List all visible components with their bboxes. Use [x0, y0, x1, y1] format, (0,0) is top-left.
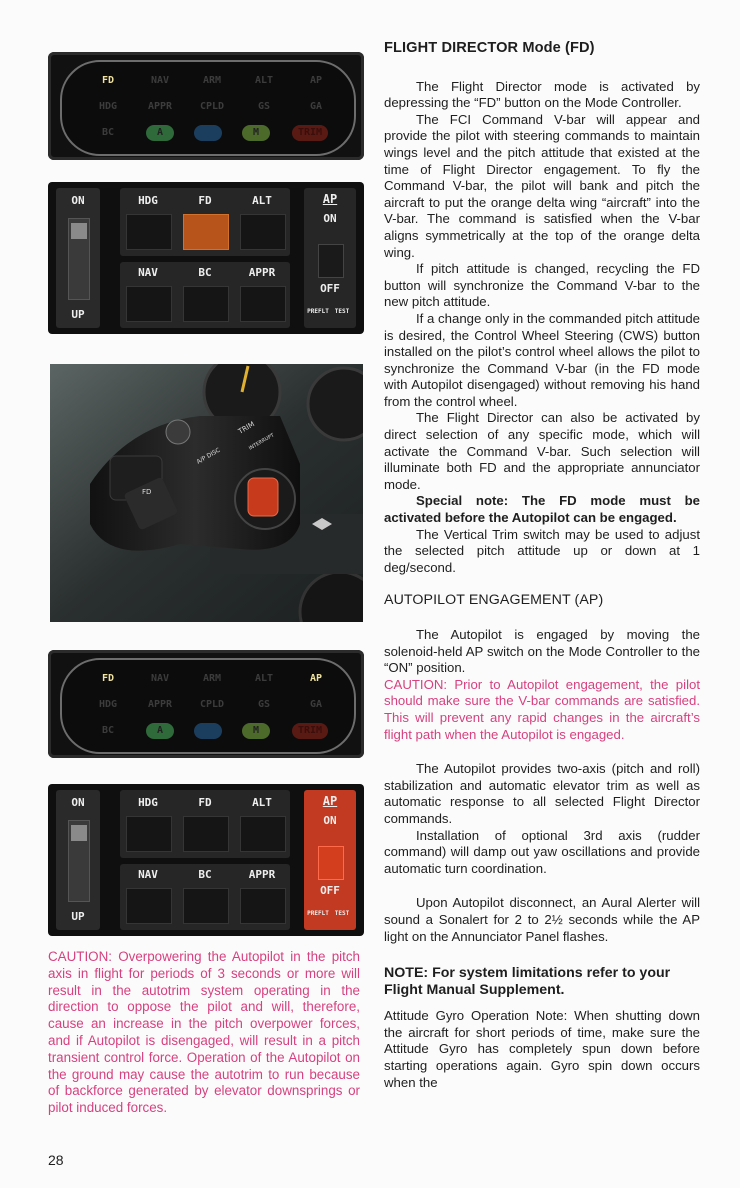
annun-arm: ARM [202, 673, 222, 684]
ap-switch-box [304, 188, 356, 328]
fd-paragraph: The Flight Director can also be activated by direct selection of any specific mode, which will activate the Command V-bar. Such selection will illuminate both FD and the appropriate annunciator mode. [384, 410, 700, 492]
annun-fd: FD [101, 673, 115, 684]
ap-disc-button-icon [166, 420, 190, 444]
bc-label: BC [198, 868, 212, 881]
annunciator-frame [60, 658, 356, 754]
note-body: Attitude Gyro Operation Note: When shutting down the aircraft for short periods of time, make sure the Attitude Gyro has completely spun down before starting operations again. Gyro spin down occurs when the [384, 1008, 700, 1090]
annun-blank [194, 723, 222, 739]
appr-label: APPR [248, 266, 276, 279]
button-group-row2 [120, 864, 290, 930]
annun-cpld: CPLD [199, 101, 225, 112]
annunciator-panel-bottom [48, 650, 364, 758]
ap-paragraph: The Autopilot is engaged by moving the solenoid-held AP switch on the Mode Controller to the “ON” position. [384, 627, 700, 676]
alt-button[interactable] [240, 214, 286, 250]
annun-nav: NAV [150, 673, 170, 684]
fd-button[interactable] [183, 214, 229, 250]
hdg-label: HDG [138, 796, 158, 809]
switch-on-label: ON [71, 194, 85, 207]
power-switch[interactable] [68, 820, 90, 902]
alt-label: ALT [252, 194, 272, 207]
ap-on-label: ON [323, 212, 337, 225]
test-label: TEST [334, 910, 350, 917]
ap-switch[interactable] [318, 846, 344, 880]
button-group-row1 [120, 790, 290, 858]
photo-trim-label: TRIM [237, 420, 256, 436]
annun-a: A [146, 723, 174, 739]
ap-on-label: ON [323, 814, 337, 827]
ap-switch-box [304, 790, 356, 930]
ap-heading: AUTOPILOT ENGAGEMENT (AP) [384, 592, 604, 609]
button-group-row2 [120, 262, 290, 328]
control-wheel-photo [50, 364, 363, 622]
preflt-label: PREFLT [307, 308, 329, 315]
annun-hdg: HDG [98, 699, 118, 710]
caution-overpower: CAUTION: Overpowering the Autopilot in the pitch axis in flight for periods of 3 seconds or more will result in the autotrim system operating in the direction to oppose the pilot and will, therefore, cause an increase in the pitch overpower forces, and if Autopilot is disengaged, will result in a pitch transient control force. Operation of the Autopilot on the ground may cause the autotrim to run because of backforce generated by elevator downsprings or pilot induced forces. [48, 949, 360, 1116]
ap-label: AP [322, 192, 338, 206]
hdg-label: HDG [138, 194, 158, 207]
fd-paragraph: If pitch attitude is changed, recycling the FD button will synchronize the Command V-bar to the new pitch attitude. [384, 261, 700, 310]
control-wheel-illustration [50, 364, 363, 622]
annunciator-panel-top [48, 52, 364, 160]
nav-label: NAV [138, 266, 158, 279]
photo-ap-label: A/P DISC [195, 446, 222, 466]
switch-up-label: UP [71, 308, 85, 321]
alt-button[interactable] [240, 816, 286, 852]
ap-label: AP [322, 794, 338, 808]
annun-hdg: HDG [98, 101, 118, 112]
annunciator-frame [60, 60, 356, 156]
annun-appr: APPR [147, 101, 173, 112]
annun-gs: GS [257, 699, 271, 710]
annun-nav: NAV [150, 75, 170, 86]
ap-off-label: OFF [320, 884, 340, 897]
ap-switch[interactable] [318, 244, 344, 278]
bc-button[interactable] [183, 286, 229, 322]
fd-label: FD [198, 796, 212, 809]
fd-paragraph: The FCI Command V-bar will appear and provide the pilot with steering commands to maintain wings level and the pitch attitude that existed at the time of Flight Director engagement. To fly the Command V-bar, the pilot will bank and pitch the aircraft to put the orange delta wing “aircraft” into the V-bar. The command is satisfied when the V-bar aligns symmetrically at the top of the orange delta wing. [384, 111, 700, 260]
text-column [384, 40, 700, 1091]
ap-paragraph: The Autopilot provides two-axis (pitch and roll) stabilization and automatic elevator trim as well as automatic response to all selected Flight Director commands. [384, 761, 700, 826]
hdg-button[interactable] [126, 214, 172, 250]
fd-heading: FLIGHT DIRECTOR Mode (FD) [384, 40, 595, 56]
annun-ga: GA [309, 101, 323, 112]
annun-gs: GS [257, 101, 271, 112]
appr-button[interactable] [240, 888, 286, 924]
fd-button[interactable] [183, 816, 229, 852]
ap-off-label: OFF [320, 282, 340, 295]
fd-label: FD [198, 194, 212, 207]
preflt-label: PREFLT [307, 910, 329, 917]
hdg-button[interactable] [126, 816, 172, 852]
switch-up-label: UP [71, 910, 85, 923]
annun-appr: APPR [147, 699, 173, 710]
switch-on-label: ON [71, 796, 85, 809]
annun-ap: AP [309, 75, 323, 86]
annun-ga: GA [309, 699, 323, 710]
test-label: TEST [334, 308, 350, 315]
fd-special-note: Special note: The FD mode must be activated before the Autopilot can be engaged. [384, 493, 700, 526]
ap-paragraph: Installation of optional 3rd axis (rudder command) will damp out yaw oscillations and provide automatic turn coordination. [384, 827, 700, 876]
caution-ap-engagement: CAUTION: Prior to Autopilot engagement, the pilot should make sure the V-bar commands are satisfied. This will prevent any rapid changes in the aircraft’s flight path when the Autopilot is engaged. [384, 676, 700, 742]
bc-button[interactable] [183, 888, 229, 924]
annun-fd: FD [101, 75, 115, 86]
nav-label: NAV [138, 868, 158, 881]
button-group-row1 [120, 188, 290, 256]
annun-m: M [242, 125, 270, 141]
fd-paragraph: If a change only in the commanded pitch attitude is desired, the Control Wheel Steering (CWS) button installed on the pilot’s control wheel allows the pilot to synchronize the Command V-bar (in the FD mode with Autopilot disengaged) without removing his hand from the control wheel. [384, 310, 700, 409]
annun-blank [194, 125, 222, 141]
fd-paragraph: The Vertical Trim switch may be used to adjust the selected pitch attitude up or down at 1 deg/second. [384, 526, 700, 575]
annun-trim: TRIM [292, 125, 328, 141]
photo-fd-label: FD [142, 488, 152, 496]
power-switch-box [56, 188, 100, 328]
ap-paragraph: Upon Autopilot disconnect, an Aural Alerter will sound a Sonalert for 2 to 2½ seconds while the AP light on the Annunciator Panel flashes. [384, 895, 700, 944]
power-switch[interactable] [68, 218, 90, 300]
annun-m: M [242, 723, 270, 739]
annun-trim: TRIM [292, 723, 328, 739]
page-number: 28 [48, 1152, 64, 1168]
annun-arm: ARM [202, 75, 222, 86]
appr-button[interactable] [240, 286, 286, 322]
mode-controller-bottom [48, 784, 364, 936]
bc-label: BC [198, 266, 212, 279]
note-heading: NOTE: For system limitations refer to your Flight Manual Supplement. [384, 965, 671, 998]
appr-label: APPR [248, 868, 276, 881]
nav-button[interactable] [126, 888, 172, 924]
annun-bc: BC [101, 127, 115, 138]
annun-alt: ALT [254, 75, 274, 86]
nav-button[interactable] [126, 286, 172, 322]
alt-label: ALT [252, 796, 272, 809]
annun-alt: ALT [254, 673, 274, 684]
annun-a: A [146, 125, 174, 141]
power-switch-box [56, 790, 100, 930]
annun-bc: BC [101, 725, 115, 736]
annun-ap: AP [309, 673, 323, 684]
fd-paragraph: The Flight Director mode is activated by depressing the “FD” button on the Mode Controller. [384, 78, 700, 111]
mode-controller-top [48, 182, 364, 334]
photo-cws-label: INTERRUPT [248, 432, 276, 452]
annun-cpld: CPLD [199, 699, 225, 710]
trim-button-icon [248, 478, 278, 516]
